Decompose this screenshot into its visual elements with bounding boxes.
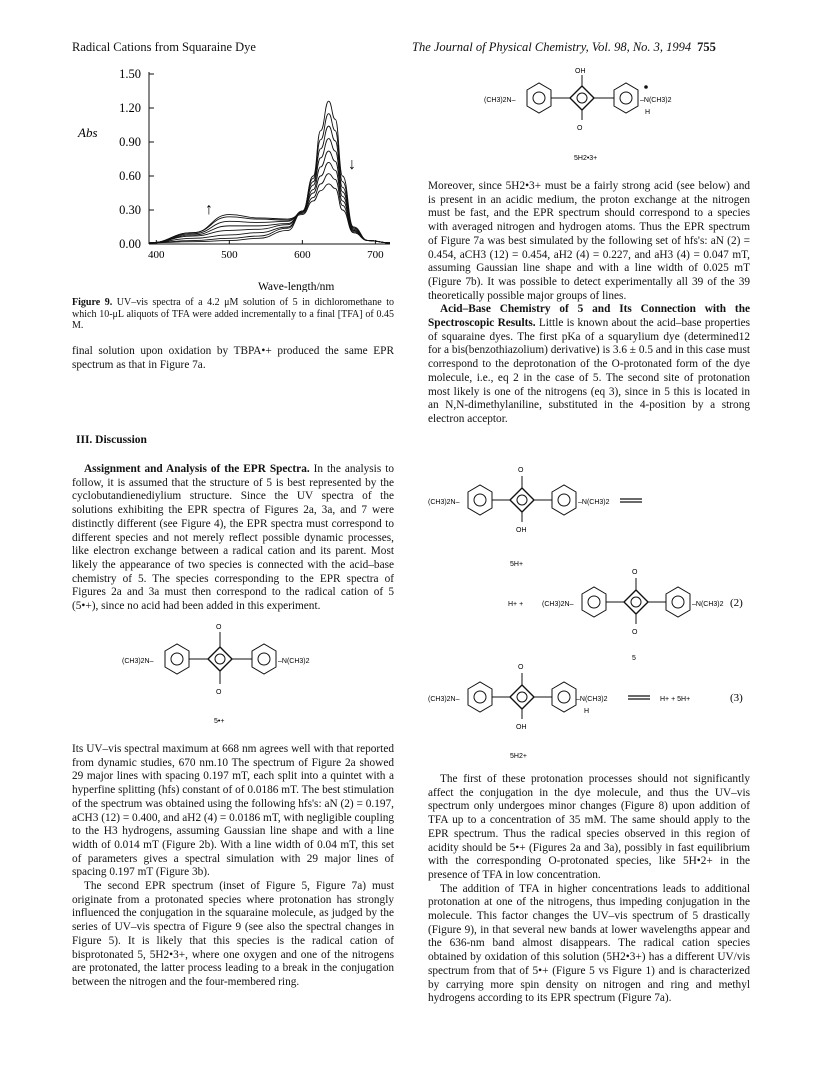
y-tick-label: 0.30	[119, 203, 141, 217]
arrow-down-annotation: ↓	[348, 156, 356, 173]
svg-text:–N(CH3)2: –N(CH3)2	[576, 696, 608, 703]
svg-text:H+ +: H+ +	[508, 601, 524, 608]
section-heading: III. Discussion	[76, 434, 147, 446]
y-tick-label: 0.90	[119, 135, 141, 149]
svg-text:–N(CH3)2: –N(CH3)2	[278, 658, 310, 665]
svg-text:O: O	[577, 125, 583, 132]
paragraph-moreover: Moreover, since 5H2•3+ must be a fairly strong acid (see below) and is present in an acidic medium, the proton exchange at the nitrogen must be fast, and the EPR spectrum should correspond to a species with averaged nitrogen and hydrogen atoms. Thus the EPR spectrum of Figure 7a was best simulated by the following set of hfs's: aN (2) = 0.454, aCH3 (12) = 0.454, aH2 (4) = 0.227, and aH3 (4) = 0.047 mT, assuming Gaussian line shape and with a line width of 0.025 mT (Figure 7b). It was possible to detect experimentally all 39 of the 39 theoretically possible major groups of lines.	[428, 180, 750, 302]
paragraph-addition-tfa: The addition of TFA in higher concentrations leads to additional protonation at one of the nitrogens, thus impeding conjugation in the molecule. This factor changes the UV–vis spectrum of 5 drastically (Figure 9), in that several new bands at lower wavelengths appear and the 636-nm band almost disappears. The radical cation species obtained by oxidation of this solution (5H2•3+) has a different UV/vis spectrum from that of 5•+ (Figure 5 vs Figure 1) and is characterized by carrying more spin density on nitrogen and ring and methyl hydrogens according to its EPR spectrum (Figure 7a).	[428, 882, 750, 1005]
paragraph-second-epr: The second EPR spectrum (inset of Figure 5, Figure 7a) must originate from a protonated species where protonation has strongly influenced the conjugation in the squaraine molecule, as judged by the series of UV–vis spectra of Figure 9 (see also the spectral changes in Figure 5). It is likely that this species is the radical cation of bisprotonated 5, 5H2•3+, where one oxygen and one of the nitrogens are protonated, the latter process leading to a break in the conjugation between the nitrogen and the four-membered ring.	[72, 880, 394, 988]
running-header-right	[412, 40, 716, 55]
svg-text:H: H	[645, 109, 651, 116]
svg-text:O: O	[632, 569, 638, 576]
x-tick-label: 500	[221, 249, 238, 261]
svg-text:(CH3)2N–: (CH3)2N–	[542, 601, 574, 608]
x-tick-label: 400	[148, 249, 165, 261]
page-number: 755	[697, 40, 716, 54]
label-5-radical: 5•+	[214, 718, 225, 725]
paragraph-acid-base: Acid–Base Chemistry of 5 and Its Connection with the Spectroscopic Results. Little is known about the acid–base properties of squaraine dyes. The first pKa of a squarylium dye (determined12 for a bis(benzothiazolium) derivative) is 3.6 ± 0.5 and in this case must correspond to the deprotonation of the O-protonated form of the dye molecule, i.e., eq 2 in the case of 5. The second site of protonation most likely is one of the nitrogens (eq 3), since in 5 this is located in an N,N-dimethylaniline, substituted in the 4-position by a strong electron acceptor.	[428, 303, 750, 425]
svg-text:O: O	[216, 624, 222, 631]
svg-text:H: H	[584, 708, 590, 715]
svg-text:OH: OH	[516, 527, 527, 534]
label-5h2-radical: 5H2•3+	[574, 155, 598, 162]
svg-text:–N(CH3)2: –N(CH3)2	[692, 601, 724, 608]
svg-text:H+ + 5H+: H+ + 5H+	[660, 696, 691, 703]
svg-text:(CH3)2N–: (CH3)2N–	[484, 97, 516, 104]
protonation-equations	[428, 462, 758, 762]
x-axis-label: Wave-length/nm	[258, 281, 335, 292]
svg-text:(2): (2)	[730, 597, 743, 609]
svg-text:5: 5	[632, 655, 636, 662]
svg-text:O: O	[518, 664, 524, 671]
x-tick-label: 700	[367, 249, 384, 261]
running-header-left: Radical Cations from Squaraine Dye	[72, 40, 256, 54]
svg-text:–N(CH3)2: –N(CH3)2	[578, 499, 610, 506]
svg-text:(CH3)2N–: (CH3)2N–	[428, 696, 460, 703]
figure-9-caption: Figure 9. UV–vis spectra of a 4.2 μM solution of 5 in dichloromethane to which 10-μL aliquots of TFA were added incrementally to a final [TFA] of 0.45 M.	[72, 297, 394, 332]
y-axis-label: Abs	[78, 125, 98, 140]
svg-text:O: O	[632, 629, 638, 636]
svg-text:O: O	[518, 467, 524, 474]
paragraph-uvvis: Its UV–vis spectral maximum at 668 nm agrees well with that reported from dynamic studies, 670 nm.10 The spectrum of Figure 2a showed 29 major lines with spacing 0.197 mT, each split into a quintet with a hyperfine splitting (hfs) constant of of 0.0186 mT. The best stimulation of the spectrum was obtained using the following hfs's: aN (2) = 0.197, aCH3 (12) = 0.400, and aH2 (4) = 0.0186 mT, with negligible coupling to the H3 hydrogens, assuming Gaussian line shape and with a line width of 0.014 mT (Figure 2b). With a line width of 0.04 mT, this set of parameters gives a spectral simulation with 29 major lines of spacing 0.197 mT (Figure 3b).	[72, 743, 394, 879]
y-tick-label: 0.60	[119, 169, 141, 183]
paragraph-assignment: Assignment and Analysis of the EPR Spectra. In the analysis to follow, it is assumed that the structure of 5 is best represented by the cyclobutandienediylium structure. Since the UV spectra of the solutions exhibiting the EPR spectra of Figures 2a, 3a, and 7 were distinctly different (see Figure 4), the EPR spectra must correspond to different species and not merely reflect possible dynamic processes, like electron exchange between a radical cation and its parent. Most likely the appearance of two species is connected with the acid–base chemistry of 5. The species corresponding to the EPR spectra of Figures 2a and 3a must then correspond to the radical cation of 5 (5•+), since no acid had been added in this experiment.	[72, 463, 394, 613]
figure-9-chart	[72, 62, 402, 292]
svg-text:(3): (3)	[730, 692, 743, 704]
paragraph-first-protonation: The first of these protonation processes should not significantly affect the conjugation in the dye molecule, and thus the UV–vis spectrum only undergoes minor changes (Figure 8) upon addition of TFA up to a concentration of 35 mM. The same should apply to the EPR spectrum. Thus the radical species observed in this region of acidity should be 5•+ (Figures 2a and 3a), possibly in fast equilibrium with the corresponding O-protonated species, like 5H•2+ in the presence of TFA in low concentration.	[428, 773, 750, 881]
svg-text:O: O	[216, 689, 222, 696]
spectrum-series-line	[149, 114, 390, 243]
svg-text:(CH3)2N–: (CH3)2N–	[428, 499, 460, 506]
paragraph-final-solution: final solution upon oxidation by TBPA•+ produced the same EPR spectrum as that in Figure 7a.	[72, 345, 394, 371]
y-tick-label: 1.20	[119, 101, 141, 115]
journal-citation: The Journal of Physical Chemistry, Vol. 98, No. 3, 1994	[412, 40, 692, 54]
arrow-up-annotation: ↑	[205, 201, 213, 218]
svg-text:5H2+: 5H2+	[510, 753, 527, 760]
structure-5-radical-cation	[122, 618, 382, 733]
y-tick-label: 1.50	[119, 67, 141, 81]
svg-text:(CH3)2N–: (CH3)2N–	[122, 658, 154, 665]
svg-text:OH: OH	[516, 724, 527, 731]
x-tick-label: 600	[294, 249, 311, 261]
svg-text:5H+: 5H+	[510, 561, 524, 568]
svg-text:OH: OH	[575, 68, 586, 75]
structure-5h2-radical	[484, 66, 744, 176]
svg-text:–N(CH3)2: –N(CH3)2	[640, 97, 672, 104]
y-tick-label: 0.00	[119, 237, 141, 251]
